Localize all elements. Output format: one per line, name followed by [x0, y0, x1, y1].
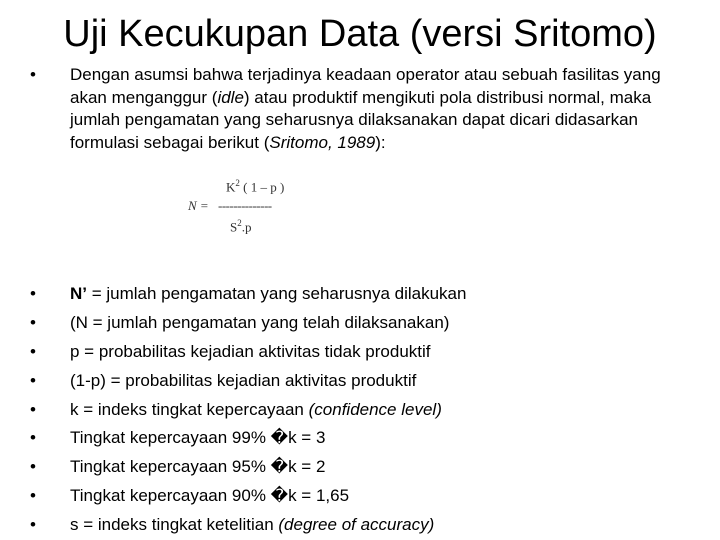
- formula-lhs: N =: [188, 198, 209, 213]
- formula-numerator: $K^2$ ( 1 – p ): [226, 178, 285, 195]
- bullet: •: [30, 341, 36, 361]
- bullet: •: [30, 370, 36, 390]
- slide-title: Uji Kecukupan Data (versi Sritomo): [63, 13, 657, 55]
- bullet: •: [30, 514, 36, 534]
- formula-image: [188, 178, 328, 238]
- list-item: • Tingkat kepercayaan 99% �k = 3: [30, 428, 326, 448]
- list-item: • (N = jumlah pengamatan yang telah dilaksanakan): [30, 313, 450, 333]
- bullet: •: [30, 65, 36, 84]
- bullet: •: [30, 284, 36, 304]
- bullet: •: [30, 399, 36, 419]
- list-item: • s = indeks tingkat ketelitian (degree of accuracy): [30, 514, 435, 534]
- list-item: • (1-p) = probabilitas kejadian aktivitas produktif: [30, 370, 417, 390]
- bullet: •: [30, 485, 36, 505]
- list-item: • k = indeks tingkat kepercayaan (confidence level): [30, 399, 442, 419]
- list-item: • Tingkat kepercayaan 90% �k = 1,65: [30, 485, 350, 505]
- list-item: • Tingkat kepercayaan 95% �k = 2: [30, 457, 326, 477]
- list-item: • p = probabilitas kejadian aktivitas tidak produktif: [30, 341, 431, 361]
- formula-fraction-line: --------------: [218, 198, 272, 213]
- intro-text: Dengan asumsi bahwa terjadinya keadaan operator atau sebuah fasilitas yang akan menganggur (idle) atau produktif mengikuti pola distribusi normal, maka jumlah pengamatan yang seharusnya dilaksanakan dapat dicari didasarkan formulasi sebagai berikut (Sritomo, 1989):: [70, 65, 661, 152]
- bullet: •: [30, 313, 36, 333]
- formula-denominator: $S^2.p$: [230, 218, 252, 235]
- bullet: •: [30, 428, 36, 448]
- bullet: •: [30, 457, 36, 477]
- definition-list: [30, 280, 710, 539]
- intro-paragraph: [30, 64, 670, 154]
- list-item: • N’ = jumlah pengamatan yang seharusnya dilakukan: [30, 284, 467, 304]
